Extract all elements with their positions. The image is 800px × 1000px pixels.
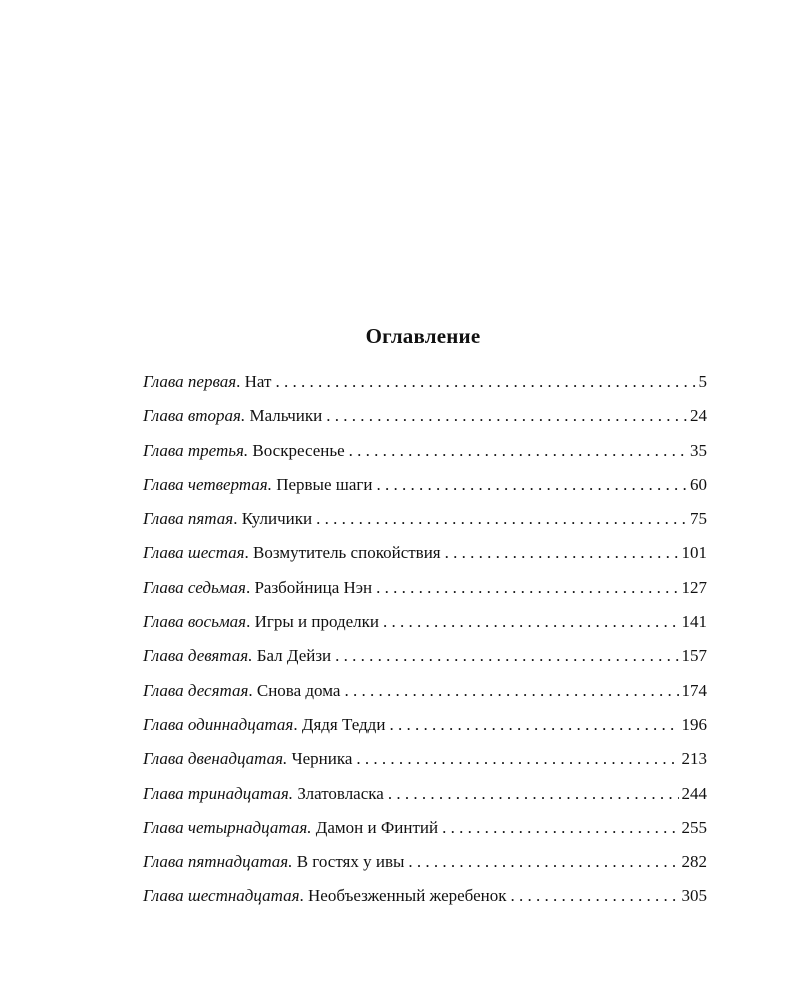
toc-heading: Оглавление: [365, 324, 481, 348]
chapter-label: Глава четвертая.: [143, 474, 272, 494]
dot-leader: [349, 441, 687, 461]
chapter-label: Глава восьмая: [143, 612, 247, 632]
page-number: 174: [681, 680, 707, 700]
toc-entry: [143, 715, 707, 749]
page-number: 255: [681, 817, 707, 837]
page-number: 305: [681, 886, 707, 906]
chapter-label: Глава десятая: [143, 680, 249, 700]
chapter-label: Глава третья.: [143, 440, 249, 460]
page-number: 101: [681, 543, 707, 563]
chapter-title: Дамон и Финтий: [315, 817, 439, 837]
chapter-title: Игры и проделки: [254, 612, 380, 632]
chapter-label: Глава девятая.: [143, 646, 253, 666]
dot-leader: [383, 612, 678, 632]
dot-leader: [356, 749, 678, 769]
toc-entry: [143, 509, 707, 543]
dot-leader: [388, 784, 679, 804]
chapter-title: Черника: [291, 749, 353, 769]
page-number: 141: [681, 612, 707, 632]
chapter-label: Глава тринадцатая.: [143, 783, 294, 803]
chapter-title: Куличики: [241, 509, 313, 529]
dot-leader: [408, 852, 678, 872]
toc-entry: [143, 646, 707, 680]
toc-entry: [143, 886, 707, 920]
dot-leader: [442, 818, 678, 838]
page-number: 5: [698, 372, 707, 391]
chapter-title: Возмутитель спокойствия: [253, 543, 441, 563]
page-number: 75: [690, 509, 707, 529]
toc-entry: [143, 852, 707, 886]
chapter-title: В гостях у ивы: [296, 852, 405, 872]
chapter-title: Мальчики: [249, 406, 323, 426]
toc-entry: [143, 406, 707, 440]
toc-entry: [143, 441, 707, 475]
chapter-label: Глава одиннадцатая: [143, 714, 294, 734]
dot-leader: [376, 578, 678, 598]
chapter-label: Глава четырнадцатая.: [143, 817, 312, 837]
dot-leader: [376, 475, 687, 495]
chapter-label: Глава седьмая: [143, 577, 246, 597]
chapter-title: Снова дома: [256, 680, 341, 700]
chapter-label: Глава шестнадцатая: [143, 886, 300, 906]
chapter-separator: .: [244, 543, 249, 563]
chapter-title: Нат: [244, 372, 272, 391]
toc-entry: [143, 372, 707, 406]
chapter-separator: .: [233, 509, 238, 529]
chapter-separator: .: [293, 714, 298, 734]
toc-entry: [143, 543, 707, 577]
chapter-label: Глава пятнадцатая.: [143, 852, 293, 872]
chapter-separator: .: [236, 372, 241, 391]
chapter-title: Воскресенье: [252, 440, 345, 460]
page-number: 196: [681, 714, 707, 734]
toc-entry: [143, 475, 707, 509]
dot-leader: [511, 886, 679, 906]
dot-leader: [389, 715, 678, 735]
chapter-label: Глава пятая: [143, 509, 234, 529]
dot-leader: [275, 372, 695, 392]
dot-leader: [335, 646, 678, 666]
toc-entry: [143, 681, 707, 715]
toc-entry: [143, 784, 707, 818]
chapter-title: Бал Дейзи: [256, 646, 332, 666]
toc-entry: [143, 578, 707, 612]
chapter-title: Необъезженный жеребенок: [308, 886, 507, 906]
chapter-label: Глава шестая: [143, 543, 245, 563]
page-number: 127: [681, 577, 707, 597]
toc-entry: [143, 749, 707, 783]
chapter-title: Златовласка: [297, 783, 384, 803]
page-number: 244: [681, 783, 707, 803]
chapter-separator: .: [245, 577, 251, 597]
page-number: 60: [690, 474, 707, 494]
toc-entry: [143, 818, 707, 852]
toc-entry: [143, 612, 707, 646]
chapter-separator: .: [248, 680, 253, 700]
page-number: 24: [690, 406, 707, 426]
chapter-label: Глава двенадцатая.: [143, 749, 288, 769]
dot-leader: [344, 681, 678, 701]
page-number: 213: [681, 749, 707, 769]
chapter-title: Дядя Тедди: [301, 714, 386, 734]
dot-leader: [445, 543, 679, 563]
page-number: 157: [681, 646, 707, 666]
page-number: 35: [690, 440, 707, 460]
dot-leader: [326, 406, 687, 426]
chapter-title: Первые шаги: [276, 474, 373, 494]
chapter-separator: .: [299, 886, 304, 906]
toc-list: [143, 372, 707, 921]
chapter-title: Разбойница Нэн: [254, 577, 373, 597]
chapter-label: Глава первая: [143, 372, 237, 391]
chapter-separator: .: [246, 612, 251, 632]
dot-leader: [316, 509, 687, 529]
chapter-label: Глава вторая.: [143, 406, 246, 426]
page-number: 282: [681, 852, 707, 872]
